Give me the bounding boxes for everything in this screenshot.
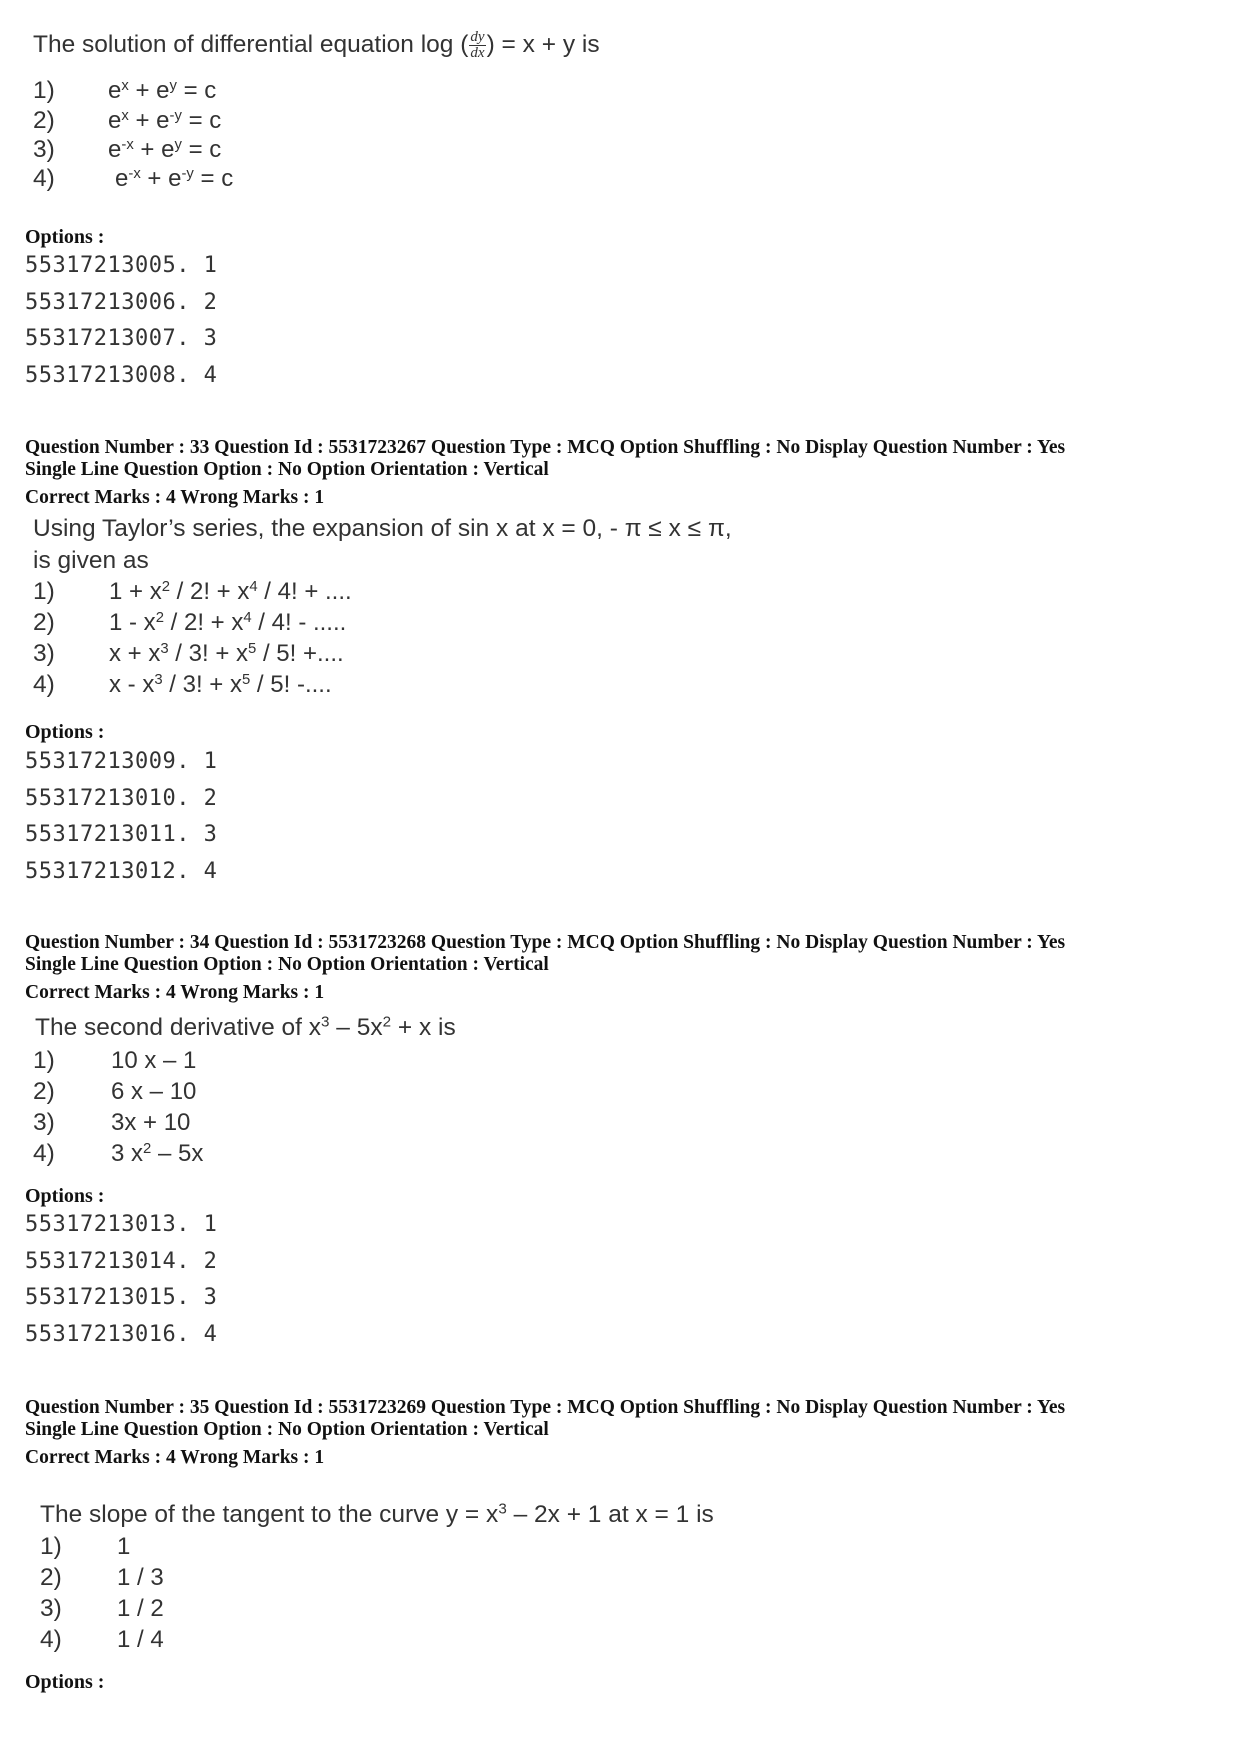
q34-option-3 <box>33 1108 191 1139</box>
q34-options-list <box>33 1046 204 1170</box>
q34-option-text: 6 x – 10 <box>111 1078 197 1105</box>
q33-option-text: $1 - x^2 / 2$! + $x^4 / 4$! - ..... <box>109 609 347 636</box>
q33-meta <box>25 437 1065 509</box>
q33-option-3 <box>33 639 344 670</box>
option-id: 55317213008. 4 <box>25 362 218 388</box>
q32-option-text: $e^x + e^{-y} = c$ <box>108 107 222 134</box>
q35-option-text: 1 / 3 <box>117 1564 164 1591</box>
q34-stem: The second derivative of $x^3 - 5x^2 + x$ is <box>35 1013 456 1041</box>
option-id: 55317213012. 4 <box>25 858 218 884</box>
q33-option-1 <box>33 577 352 608</box>
q32-option-4 <box>33 164 234 193</box>
q34-option-text: 3 $x^2 - 5x$ <box>111 1140 204 1167</box>
q35-meta <box>25 1397 1065 1469</box>
q33-stem-line1: Using Taylor’s series, the expansion of sin x at x = 0, - π ≤ x ≤ π, <box>33 515 732 542</box>
q34-meta-line1: Question Number : 34 Question Id : 5531723268 Question Type : MCQ Option Shuffling : No Display Question Number : Yes <box>25 932 1066 953</box>
q32-frac-denominator: dx <box>470 45 485 62</box>
option-id: 55317213007. 3 <box>25 326 218 351</box>
q35-stem: The slope of the tangent to the curve $y = x^3 - 2x + 1$ at x = 1 is <box>40 1500 714 1528</box>
q33-option-4 <box>33 670 332 701</box>
q34-option-1 <box>33 1046 197 1077</box>
q32-frac-numerator: dy <box>470 29 485 46</box>
q32-derivative-fraction <box>469 30 485 61</box>
q34-option-number: 4) <box>33 1140 55 1167</box>
option-id: 55317213016. 4 <box>25 1321 218 1347</box>
q35-option-number: 4) <box>40 1626 62 1653</box>
q33-meta-line1: Question Number : 33 Question Id : 5531723267 Question Type : MCQ Option Shuffling : No Display Question Number : Yes <box>25 437 1066 458</box>
q35-option-number: 2) <box>40 1564 62 1591</box>
q35-meta-line1: Question Number : 35 Question Id : 5531723269 Question Type : MCQ Option Shuffling : No Display Question Number : Yes <box>25 1397 1066 1418</box>
q34-option-text: 10 x – 1 <box>111 1047 197 1074</box>
option-id: 55317213014. 2 <box>25 1248 218 1274</box>
q34-option-number: 3) <box>33 1109 55 1136</box>
q34-marks: Correct Marks : 4 Wrong Marks : 1 <box>25 982 325 1003</box>
q32-option-number: 2) <box>33 107 55 134</box>
q34-option-ids <box>25 1212 217 1358</box>
q35-option-number: 3) <box>40 1595 62 1622</box>
q32-option-ids <box>25 253 217 399</box>
q35-option-text: 1 / 4 <box>117 1626 164 1653</box>
q32-option-2 <box>33 106 222 135</box>
q33-option-ids <box>25 749 217 895</box>
q35-option-text: 1 / 2 <box>117 1595 164 1622</box>
q34-option-number: 1) <box>33 1047 55 1074</box>
q34-option-number: 2) <box>33 1078 55 1105</box>
q35-meta-line2: Single Line Question Option : No Option Orientation : Vertical <box>25 1419 549 1440</box>
q32-option-number: 1) <box>33 77 55 104</box>
option-id: 55317213015. 3 <box>25 1285 218 1310</box>
q33-option-2 <box>33 608 347 639</box>
q32-option-1 <box>33 76 217 106</box>
q32-option-text: $e^{-x} + e^{-y} = c$ <box>115 165 234 192</box>
q32-stem-prefix: The solution of differential equation log ( <box>33 31 469 58</box>
q32-stem <box>33 30 600 61</box>
q33-option-text: x - $x^3 / 3$! + $x^5 / 5$! -.... <box>109 671 332 698</box>
q35-options-label: Options : <box>25 1671 105 1693</box>
q32-option-3 <box>33 135 222 164</box>
q33-option-number: 4) <box>33 671 55 698</box>
q34-meta-line2: Single Line Question Option : No Option Orientation : Vertical <box>25 954 549 975</box>
q33-meta-line2: Single Line Question Option : No Option Orientation : Vertical <box>25 459 549 480</box>
q33-option-number: 2) <box>33 609 55 636</box>
q35-option-2 <box>40 1563 164 1594</box>
q33-options-label: Options : <box>25 721 105 743</box>
q34-option-4 <box>33 1139 204 1170</box>
q32-option-text: $e^x + e^y = c$ <box>108 77 217 104</box>
q33-option-number: 1) <box>33 578 55 605</box>
q35-options-list <box>40 1532 164 1656</box>
option-id: 55317213011. 3 <box>25 822 218 847</box>
option-id: 55317213009. 1 <box>25 749 218 774</box>
q34-option-2 <box>33 1077 197 1108</box>
q35-option-text: 1 <box>117 1533 131 1560</box>
q35-marks: Correct Marks : 4 Wrong Marks : 1 <box>25 1447 325 1468</box>
option-id: 55317213013. 1 <box>25 1212 218 1237</box>
q32-stem-suffix: ) = x + y is <box>486 31 600 58</box>
q32-option-text: $e^{-x} + e^y = c$ <box>108 136 222 163</box>
q33-option-text: $1 + x^2 / 2$! + $x^4 / 4$! + .... <box>109 578 352 605</box>
q33-stem-line2: is given as <box>33 547 149 574</box>
q33-options-list <box>33 577 352 701</box>
q32-options-list <box>33 76 234 193</box>
q34-meta <box>25 932 1065 1004</box>
option-id: 55317213010. 2 <box>25 785 218 811</box>
q35-option-3 <box>40 1594 164 1625</box>
q32-option-number: 4) <box>33 165 55 192</box>
option-id: 55317213005. 1 <box>25 253 218 278</box>
q33-marks: Correct Marks : 4 Wrong Marks : 1 <box>25 487 325 508</box>
q33-option-text: $x + x^3 / 3$! + $x^5 / 5$! +.... <box>109 640 344 667</box>
q34-options-label: Options : <box>25 1185 105 1207</box>
q33-option-number: 3) <box>33 640 55 667</box>
q35-option-4 <box>40 1625 164 1656</box>
q32-options-label: Options : <box>25 226 105 248</box>
q35-option-number: 1) <box>40 1533 62 1560</box>
q35-option-1 <box>40 1532 131 1563</box>
q34-option-text: 3x + 10 <box>111 1109 191 1136</box>
option-id: 55317213006. 2 <box>25 289 218 315</box>
q32-option-number: 3) <box>33 136 55 163</box>
